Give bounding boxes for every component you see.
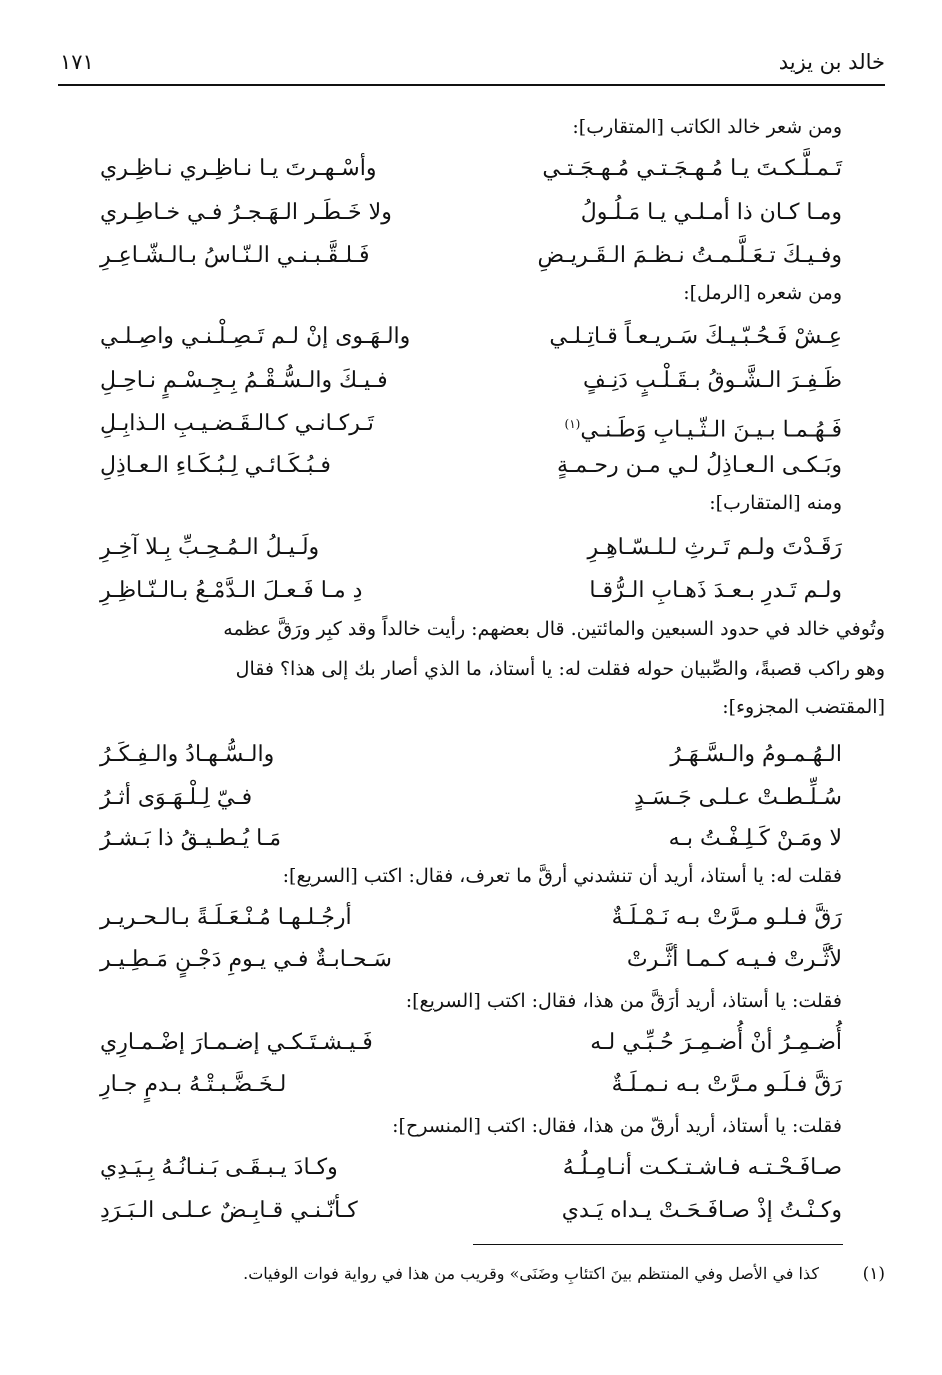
poem-intro: فقلت: يا أستاذ، أريد أرَقَّ من هذا، فقال: اكتب [السريع]: [405, 990, 842, 1012]
hemistich-second: فـيـكَ والـسُّـقْـمُ بِـجِـسْـمٍ نـاحِـلِ [100, 368, 388, 393]
hemistich-first: رَقَّ فـلـو مـرَّتْ بـه نَـمْـلَـةٌ [611, 905, 842, 930]
hemistich-first: الـهُـمـومُ والـسَّـهَـرُ [670, 742, 842, 767]
hemistich-second: سَـحـابـةٌ فـي يـومِ دَجْـنٍ مَـطِـيـر [100, 947, 392, 972]
hemistich-first: ظَـفِـرَ الـشَّـوقُ بـقَـلْـبٍ دَنِـفٍ [582, 368, 842, 393]
hemistich-first: صـافَـحْـتـه فـاشـتـكـت أنـامِـلُـهُ [562, 1155, 842, 1180]
hemistich-second: أرجُـلـهـا مُـنْـعَـلَـةً بـالـحـريـر [100, 905, 352, 930]
hemistich-first: عِـشْ فَـحُـبّـيـكَ سَـريـعـاً قـاتِـلـي [549, 324, 842, 349]
poem-intro: ومنه [المتقارب]: [709, 492, 842, 514]
hemistich-second: فَـلـقَّـبـنـي الـنّـاسُ بـالـشّـاعِـرِ [100, 243, 370, 268]
hemistich-second: فـيّ لِـلْـهَـوَى أثـرُ [100, 785, 253, 810]
poem-intro: ومن شعره [الرمل]: [683, 282, 842, 304]
hemistich-first: رَقَّ فـلَـو مـرَّتْ بـه نـمـلَـةٌ [611, 1072, 842, 1097]
hemistich-first: رَقَـدْتَ ولـم تَـرثِ لـلـسّـاهِـرِ [587, 535, 842, 560]
hemistich-second: فـبُـكَـائـي لِـبُـكَـاءِ الـعـاذِلِ [100, 453, 331, 478]
hemistich-first: أُضـمِـرُ أنْ أُضـمِـرَ حُـبِّـي لـه [590, 1030, 842, 1055]
hemistich-first: تَـمـلَّـكـتَ يـا مُـهـجَـتـي مُـهـجَـتـي [542, 156, 842, 181]
hemistich-first: لا ومَـنْ كَـلِـفْـتُ بـه [668, 826, 842, 851]
hemistich-first: وكـنْـتُ إذْ صـافَـحَـتْ يـداه يَـدي [561, 1198, 842, 1223]
footnote-rule [473, 1244, 843, 1245]
prose-line: وتُوفي خالد في حدود السبعين والمائتين. قال بعضهم: رأيت خالداً وقد كبِر ورَقَّ عظمه [223, 618, 885, 640]
hemistich-second: ولا خَـطَـر الـهَـجـرُ فـي خـاطِـري [100, 200, 392, 225]
footnote-text: كذا في الأصل وفي المنتظم بينَ اكتئابِ وضَنَى» وقريب من هذا في رواية فوات الوفيات. [243, 1264, 819, 1283]
hemistich-first: ولـم تَـدرِ بـعـدَ ذَهـابِ الـرُّقـا [589, 578, 842, 603]
poem-intro: ومن شعر خالد الكاتب [المتقارب]: [572, 116, 842, 138]
hemistich-second: تَـركـانـي كـالـقَـضـيـبِ الـذابِـلِ [100, 411, 374, 436]
hemistich-second: ولَـيـلُ الـمُـحِـبِّ بِـلا آخِـرِ [100, 535, 320, 560]
hemistich-second: والـسُّـهـادُ والـفِـكَـرُ [100, 742, 275, 767]
hemistich-first: وبَـكـى الـعـاذِلُ لـي مـن رحـمـةٍ [557, 453, 842, 478]
hemistich-second: كـأنّـنـي قـابِـضٌ عـلـى الـبَـرَدِ [100, 1198, 358, 1223]
hemistich-second: وكـادَ يـبـقَـى بَـنـانُـهُ بِـيَـدِي [100, 1155, 338, 1180]
hemistich-second: فَـيـشـتَـكـي إضـمـارَ إضْـمـارِي [100, 1030, 373, 1055]
hemistich-second: والـهَـوى إنْ لـم تَـصِـلْـنـي واصِـلـي [100, 324, 411, 349]
hemistich-text: فَـهُـمـا بـيـنَ الـثّـيـابِ وَطَـنـي [580, 417, 842, 443]
poem-intro: فقلت: يا أستاذ، أريد أرقّ من هذا، فقال: اكتب [المنسرح]: [392, 1115, 842, 1137]
hemistich-second: دِ مـا فَـعـلَ الـدَّمْـعُ بـالـنّـاظِـرِ [100, 578, 363, 603]
prose-line: وهو راكب قصبةً، والصِّبيان حوله فقلت له: يا أستاذ، ما الذي أصار بك إلى هذا؟ فقال [235, 658, 885, 680]
hemistich-second: مَـا يُـطـيـقُ ذا بَـشـرُ [100, 826, 282, 851]
prose-line: [المقتضب المجزوء]: [722, 696, 885, 718]
footnote-marker: (١) [564, 417, 581, 431]
hemistich-first: وفـيـكَ تـعَـلَّـمـتُ نـظـمَ الـقَـريـضِ [537, 243, 842, 268]
hemistich-second: لـخَـضَّـبـتْـهُ بـدمٍ جـارِ [100, 1072, 287, 1097]
footnote-number: (١) [862, 1264, 885, 1284]
header-rule [58, 84, 885, 86]
hemistich-first: لأثَّـرتْ فـيـه كـمـا أثَّـرتْ [626, 947, 842, 972]
hemistich-first [497, 405, 842, 443]
poem-intro: فقلت له: يا أستاذ، أريد أن تنشدني أرقَّ ما تعرف، فقال: اكتب [السريع]: [282, 865, 842, 887]
running-header-title: خالد بن يزيد [778, 50, 885, 74]
page-number: ١٧١ [60, 50, 94, 74]
hemistich-first: ومـا كـان ذا أمـلـي يـا مَـلُـولُ [580, 200, 842, 225]
hemistich-first: سُـلِّـطـتْ عـلـى جَـسَـدٍ [634, 785, 842, 810]
hemistich-second: وأسْـهـرتَ يـا نـاظِـري نـاظِـري [100, 156, 377, 181]
